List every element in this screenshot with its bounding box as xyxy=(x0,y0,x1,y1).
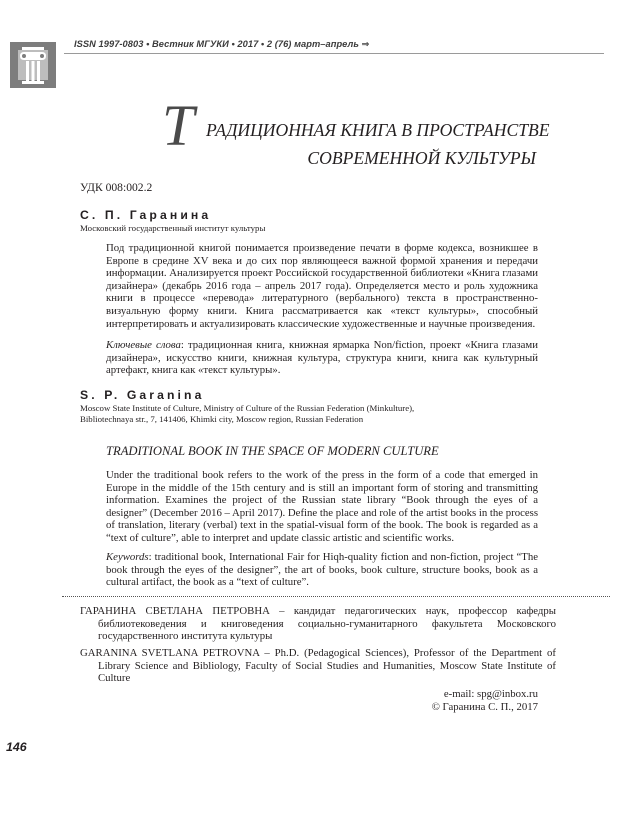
article-title-ru-line2: СОВРЕМЕННОЙ КУЛЬТУРЫ xyxy=(307,148,536,168)
header-rule xyxy=(64,53,604,54)
journal-header: ISSN 1997-0803 • Вестник МГУКИ • 2017 • 2 (76) март–апрель ⇒ xyxy=(74,39,370,49)
abstract-ru: Под традиционной книгой понимается произведение печати в форме кодекса, возникшее в Европе в средине XV века и до сих пор являющееся важной формой хранения и передачи информации. Анализируется проект Российской государственной библиотеки «Книга глазами дизайнера» (декабрь 2016 года – апрель 2017 года). Определяется место и роль художника книги в процессе «перевода» литературного (вербального) текста в пространственно-визуальную форму книги. Книга рассматривается как «текст культуры», способный интерпретировать и актуализировать классические художественные и научные произведения. xyxy=(106,242,538,330)
author-name-en: S. P. Garanina xyxy=(80,388,205,402)
article-title-ru-line1: РАДИЦИОННАЯ КНИГА В ПРОСТРАНСТВЕ xyxy=(206,120,550,140)
author-email: e-mail: spg@inbox.ru xyxy=(443,688,538,700)
author-bio-ru: ГАРАНИНА СВЕТЛАНА ПЕТРОВНА – кандидат педагогических наук, профессор кафедры библиотековедения и книговедения социально-гуманитарного факультета Московского государственного института культуры xyxy=(80,605,556,643)
affiliation-en-line1: Moscow State Institute of Culture, Ministry of Culture of the Russian Federation (Minkulture), xyxy=(80,403,415,413)
keywords-ru-text: : традиционная книга, книжная ярмарка Non/fiction, проект «Книга глазами дизайнера», искусство книги, книжная культура, структура книги, книга как культурный артефакт, книга как «текст культуры». xyxy=(106,339,538,377)
keywords-ru xyxy=(106,339,538,377)
author-affiliation-en xyxy=(80,403,600,425)
journal-logo-icon xyxy=(10,42,56,88)
article-title-en: TRADITIONAL BOOK IN THE SPACE OF MODERN CULTURE xyxy=(106,444,439,458)
title-initial-capital: Т xyxy=(162,93,193,158)
author-name-ru: С. П. Гаранина xyxy=(80,208,212,222)
author-affiliation-ru: Московский государственный институт культуры xyxy=(80,223,266,233)
author-bio-en: GARANINA SVETLANA PETROVNA – Ph.D. (Pedagogical Sciences), Professor of the Department of Library Science and Bibliology, Faculty of Social Studies and Humanities, Moscow State Institute of Culture xyxy=(80,647,556,685)
abstract-en: Under the traditional book refers to the work of the press in the form of a code that emerged in Europe in the middle of the 15th century and is still an important form of storing and transmitting information. Examines the project of the Russian state library “Book through the eyes of a designer” (December 2016 – April 2017). Define the place and role of the artist books in the process of translation, literary (verbal) text in the spatial-visual form of the book. The book is regarded as a “text of culture”, able to interpret and update classic artistic and scientific works. xyxy=(106,469,538,544)
copyright-notice: © Гаранина С. П., 2017 xyxy=(431,701,538,713)
keywords-en xyxy=(106,551,538,589)
affiliation-en-line2: Bibliotechnaya str., 7, 141406, Khimki city, Moscow region, Russian Federation xyxy=(80,414,364,424)
page-number: 146 xyxy=(6,740,27,754)
dotted-divider xyxy=(62,596,610,597)
keywords-en-label: Keywords xyxy=(106,551,149,563)
keywords-en-text: : traditional book, International Fair for Hiqh-quality fiction and non-fiction, project “The book through the eyes of the designer”, the art of books, book culture, structure books, book as a cultural artifact, the book as a “text of culture”. xyxy=(106,551,538,589)
keywords-ru-label: Ключевые слова xyxy=(106,339,181,351)
udk-code: УДК 008:002.2 xyxy=(80,181,153,194)
